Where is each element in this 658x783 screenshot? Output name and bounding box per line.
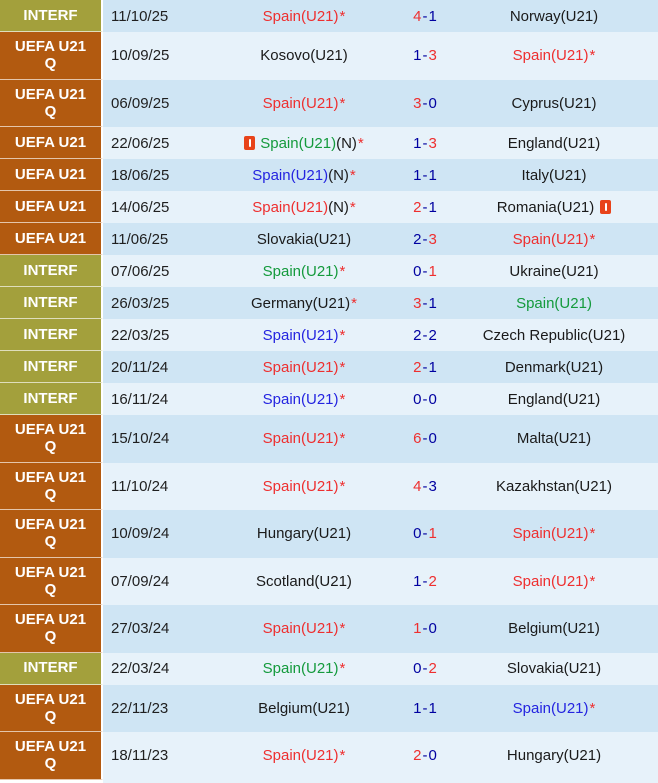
- away-team-name[interactable]: Malta(U21): [516, 430, 592, 448]
- table-row: [0, 383, 658, 415]
- home-team-name[interactable]: Slovakia(U21): [256, 230, 352, 248]
- match-score: [400, 463, 450, 511]
- match-score: [400, 191, 450, 223]
- away-team[interactable]: [450, 732, 658, 780]
- competition-label: [0, 383, 103, 415]
- table-row: [0, 127, 658, 159]
- table-row: [0, 191, 658, 223]
- competition-name: UEFA U21 Q: [14, 611, 87, 646]
- home-team-name[interactable]: Germany(U21): [250, 294, 351, 312]
- score-dash: -: [422, 166, 428, 184]
- competition-name: UEFA U21 Q: [14, 690, 87, 725]
- home-team[interactable]: [208, 653, 400, 685]
- competition-label: [0, 605, 103, 653]
- home-team-name[interactable]: Spain(U21): [260, 134, 337, 152]
- away-team-name[interactable]: England(U21): [507, 134, 601, 152]
- away-team-name[interactable]: Italy(U21): [521, 166, 587, 184]
- competition-label: [0, 732, 103, 780]
- away-team[interactable]: [450, 255, 658, 287]
- away-score: 2: [428, 572, 437, 590]
- table-row: [0, 351, 658, 383]
- match-score: [400, 127, 450, 159]
- home-team-name[interactable]: Hungary(U21): [256, 525, 352, 543]
- home-team[interactable]: [208, 685, 400, 733]
- match-score: [400, 287, 450, 319]
- away-team[interactable]: [450, 558, 658, 606]
- score-dash: -: [422, 660, 428, 677]
- away-team-name[interactable]: Czech Republic(U21): [482, 326, 626, 344]
- match-date: 26/03/25: [111, 294, 170, 312]
- match-score: [400, 0, 450, 32]
- asterisk-marker: *: [339, 262, 346, 280]
- home-team-name[interactable]: Spain(U21): [262, 358, 339, 376]
- match-date: 18/11/23: [111, 747, 169, 765]
- competition-name: UEFA U21 Q: [14, 85, 87, 120]
- match-score: [400, 510, 450, 558]
- asterisk-marker: *: [339, 430, 346, 448]
- score-dash: -: [422, 430, 428, 448]
- home-team[interactable]: [208, 159, 400, 191]
- home-score: 4: [413, 477, 422, 495]
- competition-label: [0, 287, 103, 319]
- home-score: 1: [413, 166, 422, 184]
- competition-name: INTERF: [23, 357, 78, 375]
- competition-label: [0, 510, 103, 558]
- away-score: 1: [428, 198, 437, 216]
- match-date: 27/03/24: [111, 620, 170, 638]
- away-team[interactable]: [450, 510, 658, 558]
- match-date: 22/11/23: [111, 699, 169, 717]
- away-team[interactable]: [450, 127, 658, 159]
- table-row: [0, 558, 658, 606]
- competition-name: UEFA U21: [14, 229, 87, 247]
- away-team-name[interactable]: Spain(U21): [516, 294, 592, 312]
- home-score: 1: [413, 572, 422, 590]
- score-dash: -: [422, 134, 428, 152]
- asterisk-marker: *: [339, 7, 346, 25]
- home-team[interactable]: [208, 383, 400, 415]
- away-score: 1: [428, 294, 437, 312]
- match-date: 11/06/25: [111, 230, 169, 248]
- match-score: [400, 605, 450, 653]
- away-score: 2: [428, 326, 437, 344]
- asterisk-marker: *: [339, 358, 346, 376]
- competition-label: [0, 159, 103, 191]
- away-team[interactable]: [450, 191, 658, 223]
- away-team[interactable]: [450, 605, 658, 653]
- score-dash: -: [422, 294, 428, 312]
- home-team-name[interactable]: Spain(U21): [262, 477, 339, 495]
- table-row: [0, 415, 658, 463]
- home-team[interactable]: [208, 732, 400, 780]
- home-team-name[interactable]: Spain(U21): [262, 7, 339, 25]
- score-dash: -: [422, 7, 428, 25]
- away-team[interactable]: [450, 223, 658, 255]
- competition-name: INTERF: [23, 389, 78, 407]
- away-team[interactable]: [450, 351, 658, 383]
- home-team-name[interactable]: Kosovo(U21): [260, 47, 348, 65]
- home-team-name[interactable]: Spain(U21): [262, 430, 339, 448]
- away-score: 0: [428, 620, 437, 638]
- competition-name: INTERF: [23, 659, 78, 677]
- table-row: [0, 159, 658, 191]
- competition-name: INTERF: [23, 293, 78, 311]
- home-score: 2: [413, 358, 422, 376]
- home-team-name[interactable]: Spain(U21): [262, 620, 339, 638]
- asterisk-marker: *: [349, 198, 356, 216]
- match-score: [400, 223, 450, 255]
- away-team[interactable]: [450, 80, 658, 128]
- home-team-name[interactable]: Spain(U21): [252, 166, 329, 184]
- score-dash: -: [422, 390, 428, 408]
- asterisk-marker: *: [589, 525, 596, 543]
- match-score: [400, 383, 450, 415]
- score-dash: -: [422, 699, 428, 717]
- match-date: 14/06/25: [111, 198, 170, 216]
- score-dash: -: [422, 525, 428, 543]
- away-team[interactable]: [450, 685, 658, 733]
- competition-label: [0, 319, 103, 351]
- home-team-name[interactable]: Scotland(U21): [256, 572, 352, 590]
- match-date: 10/09/25: [111, 47, 170, 65]
- asterisk-marker: *: [589, 230, 596, 248]
- competition-label: [0, 32, 103, 80]
- asterisk-marker: *: [339, 477, 346, 495]
- away-team-name[interactable]: Spain(U21): [512, 230, 589, 248]
- away-score: 3: [428, 47, 437, 65]
- asterisk-marker: *: [589, 47, 596, 65]
- competition-label: [0, 558, 103, 606]
- away-team-name[interactable]: Romania(U21): [496, 198, 595, 216]
- away-team[interactable]: [450, 319, 658, 351]
- home-team[interactable]: [208, 223, 400, 255]
- away-team-name[interactable]: Ukraine(U21): [509, 262, 599, 280]
- home-team[interactable]: [208, 463, 400, 511]
- match-score: [400, 80, 450, 128]
- away-team-name[interactable]: Slovakia(U21): [506, 660, 602, 677]
- away-score: 0: [428, 390, 437, 408]
- asterisk-marker: *: [351, 294, 358, 312]
- away-score: 1: [428, 699, 437, 717]
- home-team-name[interactable]: Spain(U21): [262, 326, 339, 344]
- home-team[interactable]: [208, 319, 400, 351]
- competition-name: UEFA U21 Q: [14, 738, 87, 773]
- asterisk-marker: *: [339, 94, 346, 112]
- match-date: 15/10/24: [111, 430, 170, 448]
- match-date: 18/06/25: [111, 166, 170, 184]
- away-score: 2: [428, 660, 437, 677]
- away-team[interactable]: [450, 415, 658, 463]
- competition-label: [0, 255, 103, 287]
- competition-name: UEFA U21 Q: [14, 421, 87, 456]
- competition-label: [0, 80, 103, 128]
- home-score: 1: [413, 134, 422, 152]
- score-dash: -: [422, 358, 428, 376]
- away-score: 0: [428, 747, 437, 765]
- away-score: 1: [428, 7, 437, 25]
- away-score: 1: [428, 525, 437, 543]
- home-team[interactable]: [208, 605, 400, 653]
- score-dash: -: [422, 262, 428, 280]
- match-score: [400, 685, 450, 733]
- table-row: [0, 319, 658, 351]
- table-row: [0, 255, 658, 287]
- competition-name: UEFA U21: [14, 165, 87, 183]
- neutral-venue-tag: (N): [328, 166, 349, 184]
- home-score: 2: [413, 747, 422, 765]
- away-team-name[interactable]: Belgium(U21): [508, 620, 600, 638]
- match-date: 11/10/25: [111, 7, 169, 25]
- table-row: [0, 32, 658, 80]
- home-score: 6: [413, 430, 422, 448]
- home-team[interactable]: [208, 351, 400, 383]
- neutral-venue-tag: (N): [336, 134, 357, 152]
- table-row: [0, 510, 658, 558]
- red-card-glyph: [249, 139, 251, 147]
- away-score: 0: [428, 94, 437, 112]
- asterisk-marker: *: [589, 572, 596, 590]
- home-team[interactable]: [208, 287, 400, 319]
- competition-label: [0, 223, 103, 255]
- competition-label: [0, 191, 103, 223]
- table-row: [0, 685, 658, 733]
- match-date: 22/03/24: [111, 660, 170, 677]
- match-date: 07/09/24: [111, 572, 170, 590]
- away-team[interactable]: [450, 463, 658, 511]
- home-score: 1: [413, 620, 422, 638]
- competition-label: [0, 0, 103, 32]
- match-score: [400, 32, 450, 80]
- away-team[interactable]: [450, 159, 658, 191]
- competition-name: UEFA U21 Q: [14, 468, 87, 503]
- home-team-name[interactable]: Spain(U21): [262, 94, 339, 112]
- home-team[interactable]: [208, 558, 400, 606]
- asterisk-marker: *: [357, 134, 364, 152]
- table-row: [0, 287, 658, 319]
- away-team[interactable]: [450, 287, 658, 319]
- match-date: 07/06/25: [111, 262, 170, 280]
- match-date: 10/09/24: [111, 525, 170, 543]
- table-row: [0, 223, 658, 255]
- home-team[interactable]: [208, 191, 400, 223]
- home-score: 2: [413, 198, 422, 216]
- match-score: [400, 415, 450, 463]
- home-team[interactable]: [208, 415, 400, 463]
- asterisk-marker: *: [589, 699, 596, 717]
- home-score: 2: [413, 230, 422, 248]
- table-row: [0, 0, 658, 32]
- away-team-name[interactable]: Spain(U21): [512, 47, 589, 65]
- competition-label: [0, 653, 103, 685]
- table-row: [0, 653, 658, 685]
- match-date: 06/09/25: [111, 94, 170, 112]
- away-team-name[interactable]: Cyprus(U21): [511, 94, 597, 112]
- asterisk-marker: *: [349, 166, 356, 184]
- competition-name: UEFA U21 Q: [14, 516, 87, 551]
- home-team-name[interactable]: Spain(U21): [262, 660, 339, 677]
- home-team-name[interactable]: Spain(U21): [262, 747, 339, 765]
- score-dash: -: [422, 326, 428, 344]
- home-team-name[interactable]: Belgium(U21): [258, 699, 350, 717]
- home-score: 2: [413, 326, 422, 344]
- competition-name: INTERF: [23, 325, 78, 343]
- home-score: 1: [413, 699, 422, 717]
- competition-name: UEFA U21: [14, 133, 87, 151]
- away-team[interactable]: [450, 383, 658, 415]
- away-score: 3: [428, 230, 437, 248]
- home-score: 0: [413, 525, 422, 543]
- home-score: 3: [413, 294, 422, 312]
- home-score: 1: [413, 47, 422, 65]
- away-team-name[interactable]: Spain(U21): [512, 699, 589, 717]
- away-score: 1: [428, 166, 437, 184]
- home-team[interactable]: [208, 32, 400, 80]
- score-dash: -: [422, 198, 428, 216]
- away-team-name[interactable]: England(U21): [507, 390, 601, 408]
- home-score: 0: [413, 390, 422, 408]
- competition-label: [0, 351, 103, 383]
- home-team[interactable]: [208, 80, 400, 128]
- match-date: 20/11/24: [111, 358, 169, 376]
- home-score: 4: [413, 7, 422, 25]
- asterisk-marker: *: [339, 620, 346, 638]
- away-team-name[interactable]: Spain(U21): [512, 572, 589, 590]
- match-score: [400, 558, 450, 606]
- home-team[interactable]: [208, 127, 400, 159]
- score-dash: -: [422, 620, 428, 638]
- table-row: [0, 463, 658, 511]
- home-team-name[interactable]: Spain(U21): [262, 262, 339, 280]
- red-card-icon: [600, 200, 611, 214]
- competition-label: [0, 415, 103, 463]
- home-score: 3: [413, 94, 422, 112]
- away-team-name[interactable]: Kazakhstan(U21): [496, 477, 612, 495]
- competition-name: INTERF: [23, 261, 78, 279]
- away-team-name[interactable]: Norway(U21): [509, 7, 599, 25]
- score-dash: -: [422, 47, 428, 65]
- away-team-name[interactable]: Spain(U21): [512, 525, 589, 543]
- away-team-name[interactable]: Hungary(U21): [506, 747, 602, 765]
- home-team-name[interactable]: Spain(U21): [262, 390, 339, 408]
- home-team[interactable]: [208, 0, 400, 32]
- score-dash: -: [422, 572, 428, 590]
- match-score: [400, 319, 450, 351]
- match-score: [400, 255, 450, 287]
- asterisk-marker: *: [339, 390, 346, 408]
- away-team-name[interactable]: Denmark(U21): [504, 358, 604, 376]
- match-date: 16/11/24: [111, 390, 169, 408]
- away-team[interactable]: [450, 32, 658, 80]
- neutral-venue-tag: (N): [328, 198, 349, 216]
- away-team[interactable]: [450, 653, 658, 685]
- home-team[interactable]: [208, 510, 400, 558]
- home-score: 0: [413, 262, 422, 280]
- competition-name: UEFA U21 Q: [14, 563, 87, 598]
- home-team-name[interactable]: Spain(U21): [252, 198, 329, 216]
- away-score: 1: [428, 358, 437, 376]
- away-score: 3: [428, 134, 437, 152]
- match-score: [400, 351, 450, 383]
- match-date: 11/10/24: [111, 477, 169, 495]
- score-dash: -: [422, 477, 428, 495]
- asterisk-marker: *: [339, 326, 346, 344]
- competition-name: UEFA U21: [14, 197, 87, 215]
- red-card-icon: [244, 136, 255, 150]
- home-team[interactable]: [208, 255, 400, 287]
- match-score: [400, 653, 450, 685]
- away-score: 0: [428, 430, 437, 448]
- table-row: [0, 732, 658, 780]
- asterisk-marker: *: [339, 660, 346, 677]
- competition-name: UEFA U21 Q: [14, 38, 87, 73]
- asterisk-marker: *: [339, 747, 346, 765]
- score-dash: -: [422, 94, 428, 112]
- table-row: [0, 605, 658, 653]
- score-dash: -: [422, 747, 428, 765]
- away-team[interactable]: [450, 0, 658, 32]
- match-score: [400, 159, 450, 191]
- competition-label: [0, 463, 103, 511]
- match-date: 22/06/25: [111, 134, 170, 152]
- competition-label: [0, 685, 103, 733]
- away-score: 1: [428, 262, 437, 280]
- match-date: 22/03/25: [111, 326, 170, 344]
- score-dash: -: [422, 230, 428, 248]
- competition-label: [0, 127, 103, 159]
- match-score: [400, 732, 450, 780]
- red-card-glyph: [605, 203, 607, 211]
- home-score: 0: [413, 660, 422, 677]
- competition-name: INTERF: [23, 6, 78, 24]
- table-row: [0, 80, 658, 128]
- away-score: 3: [428, 477, 437, 495]
